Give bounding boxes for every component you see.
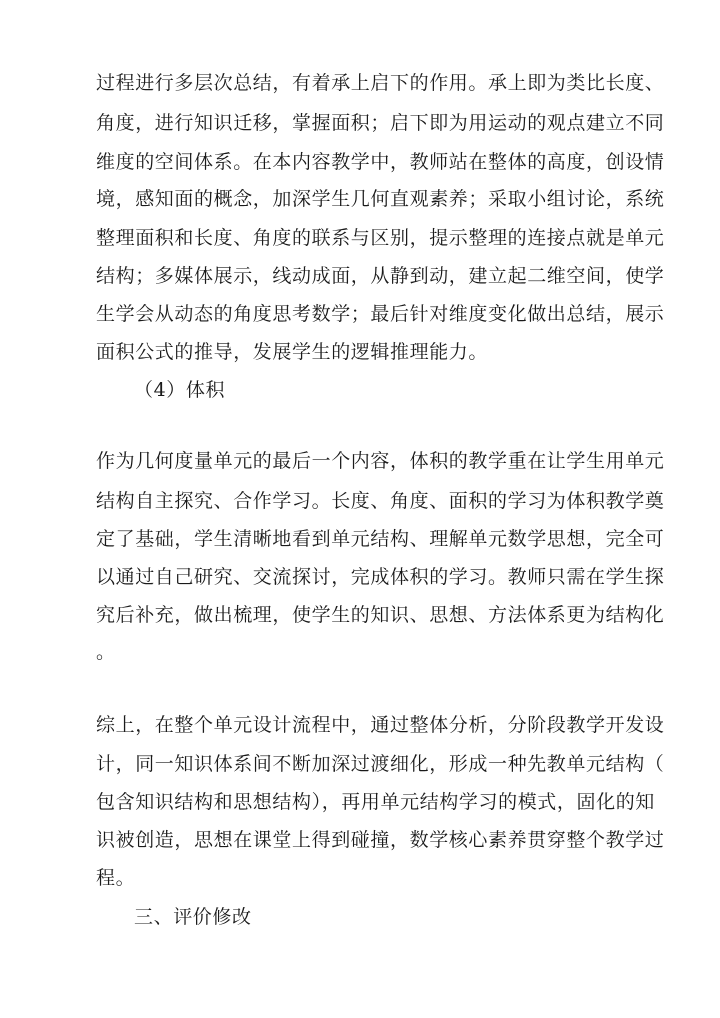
section-heading-volume: （4）体积 [134,379,226,401]
text-line: 以通过自己研究、交流探讨，完成体积的学习。教师只需在学生探 [96,566,665,588]
text-line: 面积公式的推导，发展学生的逻辑推理能力。 [96,341,489,363]
text-line: 境，感知面的概念，加深学生几何直观素养；采取小组讨论，系统 [96,188,665,210]
text-line: 程。 [96,867,136,889]
text-line: 定了基础，学生清晰地看到单元结构、理解单元数学思想，完全可 [96,528,665,550]
text-line: 结构；多媒体展示，线动成面，从静到动，建立起二维空间，使学 [96,265,665,287]
text-line: 究后补充，做出梳理，使学生的知识、思想、方法体系更为结构化 [96,604,665,626]
text-line: 作为几何度量单元的最后一个内容，体积的教学重在让学生用单元 [96,450,665,472]
text-line: 维度的空间体系。在本内容教学中，教师站在整体的高度，创设情 [96,151,665,173]
section-heading-evaluation: 三、评价修改 [134,906,252,928]
text-line: 计，同一知识体系间不断加深过渡细化，形成一种先教单元结构（ [96,753,665,775]
text-line: 识被创造，思想在课堂上得到碰撞，数学核心素养贯穿整个教学过 [96,829,665,851]
text-line: 包含知识结构和思想结构），再用单元结构学习的模式，固化的知 [96,791,655,813]
text-line: 。 [96,641,116,663]
text-line: 整理面积和长度、角度的联系与区别，提示整理的连接点就是单元 [96,227,665,249]
text-line: 结构自主探究、合作学习。长度、角度、面积的学习为体积教学奠 [96,490,665,512]
text-line: 综上，在整个单元设计流程中，通过整体分析，分阶段教学开发设 [96,714,665,736]
text-line: 角度，进行知识迁移，掌握面积；启下即为用运动的观点建立不同 [96,112,665,134]
text-line: 生学会从动态的角度思考数学；最后针对维度变化做出总结，展示 [96,303,665,325]
text-line: 过程进行多层次总结，有着承上启下的作用。承上即为类比长度、 [96,72,665,94]
